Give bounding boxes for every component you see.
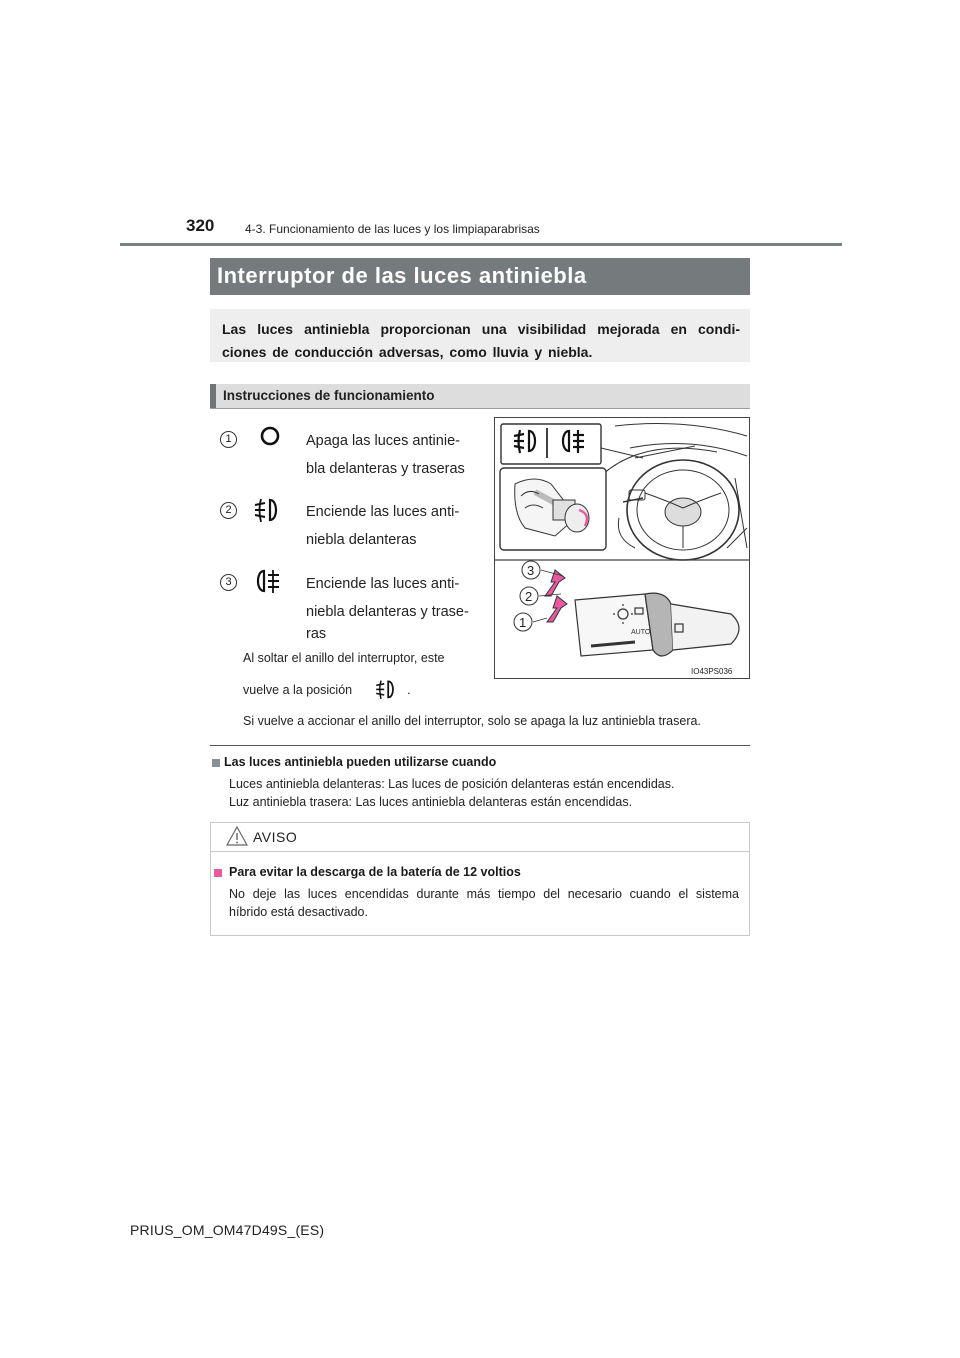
section-heading: Instrucciones de funcionamiento (210, 384, 750, 408)
figure-callout-2: 2 (525, 589, 533, 604)
usage-heading: Las luces antiniebla pueden utilizarse cuando (224, 755, 497, 769)
release-note-line-1: Al soltar el anillo del interruptor, este (243, 651, 445, 665)
front-fog-light-icon (372, 679, 398, 703)
fog-switch-figure (494, 417, 750, 679)
intro-line: ciones de conducción adversas, como lluvia y niebla. (222, 344, 593, 360)
warning-line-2: híbrido está desactivado. (229, 905, 368, 919)
rear-fog-light-icon (252, 568, 284, 598)
section-underline (210, 408, 750, 409)
warning-square-icon (214, 869, 222, 877)
item-1-line-2: bla delanteras y traseras (306, 461, 465, 477)
document-code: PRIUS_OM_OM47D49S_(ES) (130, 1222, 325, 1238)
release-note-text: vuelve a la posición (243, 683, 353, 697)
usage-line-2: Luz antiniebla trasera: Las luces antiniebla delanteras están encendidas. (229, 795, 633, 809)
item-2-line-2: niebla delanteras (306, 532, 417, 548)
page-number: 320 (186, 216, 215, 235)
item-3-line-2: niebla delanteras y trase- (306, 604, 469, 620)
figure-callout-3: 3 (527, 563, 535, 578)
item-number-3: 3 (220, 574, 237, 591)
item-3-line-1: Enciende las luces anti- (306, 576, 460, 592)
off-circle-icon (254, 425, 286, 455)
chapter-title: 4-3. Funcionamiento de las luces y los limpiaparabrisas (245, 222, 540, 236)
repeat-note: Si vuelve a accionar el anillo del interruptor, solo se apaga la luz antiniebla trasera. (243, 714, 701, 728)
warning-label: AVISO (253, 829, 298, 845)
figure-callout-1: 1 (519, 615, 527, 630)
warning-heading: Para evitar la descarga de la batería de 12 voltios (229, 865, 521, 879)
item-number-1: 1 (220, 431, 237, 448)
item-1-line-1: Apaga las luces antinie- (306, 433, 460, 449)
release-note-end: . (407, 683, 411, 697)
warning-divider (211, 851, 749, 852)
warning-line-1: No deje las luces encendidas durante más tiempo del necesario cuando el sistema (229, 887, 739, 901)
figure-code: IO43PS036 (691, 667, 733, 676)
item-3-line-3: ras (306, 626, 327, 642)
release-note-line-2 (243, 674, 411, 706)
fog-switch-illustration (495, 418, 750, 679)
warning-triangle-icon (226, 826, 248, 846)
intro-box (210, 309, 750, 362)
item-2-line-1: Enciende las luces anti- (306, 504, 460, 520)
auto-label: AUTO (631, 629, 651, 636)
front-fog-light-icon (250, 497, 282, 527)
item-number-2: 2 (220, 502, 237, 519)
section-divider (210, 745, 750, 746)
header-divider (120, 243, 842, 246)
intro-line: Las luces antiniebla proporcionan una visibilidad mejorada en condi- (222, 321, 740, 337)
page-title: Interruptor de las luces antiniebla (210, 258, 750, 295)
usage-line-1: Luces antiniebla delanteras: Las luces de posición delanteras están encendidas. (229, 777, 675, 791)
bullet-square-icon (212, 759, 220, 767)
